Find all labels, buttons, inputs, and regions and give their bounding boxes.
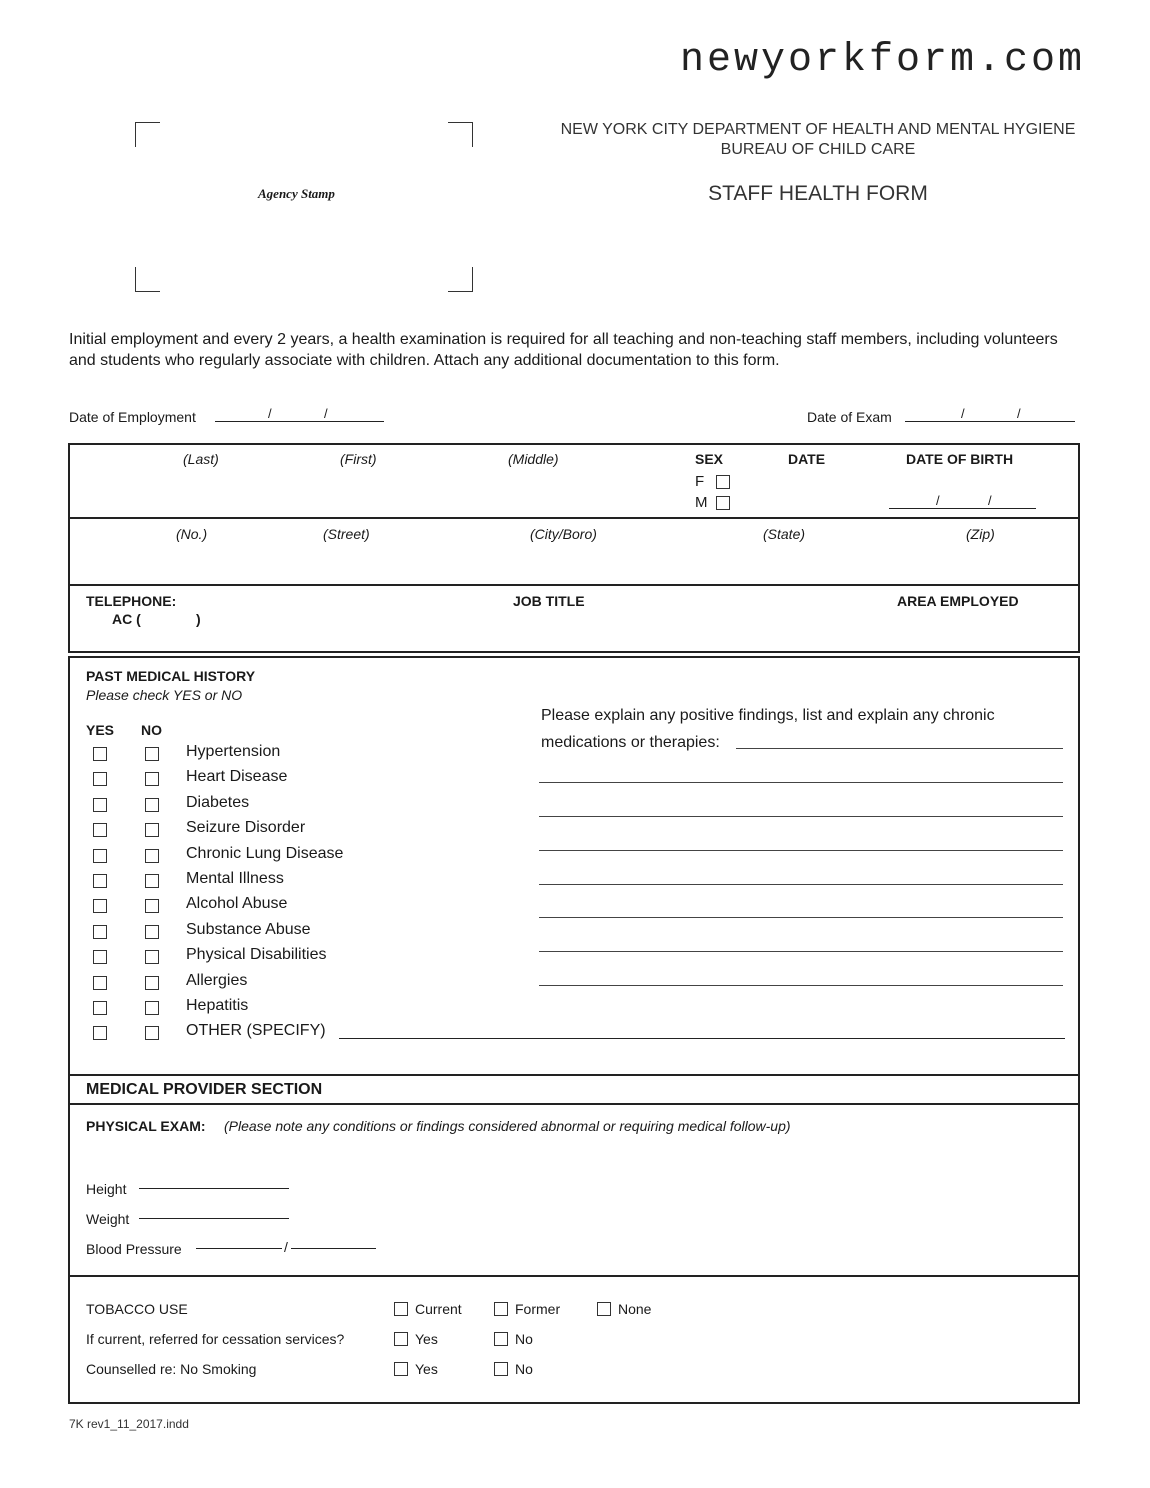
condition-label: Chronic Lung Disease — [186, 845, 344, 862]
date-of-birth-field[interactable] — [889, 508, 1036, 509]
weight-label: Weight — [86, 1211, 130, 1227]
date-slash: / — [324, 406, 328, 421]
condition-no-checkbox[interactable] — [145, 925, 159, 939]
condition-label: Seizure Disorder — [186, 819, 306, 836]
personal-info-box — [68, 443, 1080, 653]
agency-stamp-label: Agency Stamp — [258, 186, 335, 201]
job-title-label: JOB TITLE — [513, 593, 585, 609]
intro-text: Initial employment and every 2 years, a health examination is required for all teaching and non-teaching staff members, including volunteers and students who regularly associate with children. Attach any additional documentation to this form. — [69, 331, 1058, 369]
condition-no-checkbox[interactable] — [145, 823, 159, 837]
explain-line[interactable] — [539, 884, 1063, 885]
condition-no-checkbox[interactable] — [145, 950, 159, 964]
explain-line[interactable] — [539, 985, 1063, 986]
provider-section-title: MEDICAL PROVIDER SECTION — [86, 1081, 323, 1098]
explain-line[interactable] — [736, 748, 1063, 749]
tobacco-former-label: Former — [515, 1301, 561, 1317]
counselled-no-checkbox[interactable] — [494, 1362, 508, 1376]
counselled-label: Counselled re: No Smoking — [86, 1361, 257, 1377]
stamp-corner — [448, 267, 473, 292]
other-specify-field[interactable] — [339, 1038, 1065, 1039]
date-of-employment-field[interactable] — [215, 421, 384, 422]
divider — [68, 1275, 1080, 1277]
stamp-corner — [135, 267, 160, 292]
condition-yes-checkbox[interactable] — [93, 747, 107, 761]
condition-label: Diabetes — [186, 794, 250, 811]
address-city-field[interactable]: (City/Boro) — [530, 526, 597, 542]
condition-label: Heart Disease — [186, 768, 288, 785]
date-slash: / — [936, 493, 940, 508]
tobacco-none-checkbox[interactable] — [597, 1302, 611, 1316]
condition-no-checkbox[interactable] — [145, 747, 159, 761]
explain-line[interactable] — [539, 816, 1063, 817]
area-employed-label: AREA EMPLOYED — [897, 593, 1019, 609]
date-slash: / — [961, 406, 965, 421]
blood-pressure-label: Blood Pressure — [86, 1241, 182, 1257]
explain-line[interactable] — [539, 850, 1063, 851]
condition-yes-checkbox[interactable] — [93, 899, 107, 913]
watermark: newyorkform.com — [680, 38, 1086, 83]
telephone-label: TELEPHONE: — [86, 593, 177, 609]
referral-yes-checkbox[interactable] — [394, 1332, 408, 1346]
footer-file-id: 7K rev1_11_2017.indd — [69, 1417, 189, 1431]
divider — [68, 584, 1080, 586]
height-field[interactable] — [139, 1188, 289, 1189]
form-title: STAFF HEALTH FORM — [708, 182, 928, 205]
counselled-yes-label: Yes — [415, 1361, 438, 1377]
condition-yes-checkbox[interactable] — [93, 798, 107, 812]
condition-no-checkbox[interactable] — [145, 798, 159, 812]
sex-male-label: M — [695, 494, 708, 511]
history-subtitle: Please check YES or NO — [86, 687, 243, 703]
date-slash: / — [988, 493, 992, 508]
condition-label: Mental Illness — [186, 870, 284, 887]
address-state-field[interactable]: (State) — [763, 526, 806, 542]
referral-no-label: No — [515, 1331, 533, 1347]
condition-yes-checkbox[interactable] — [93, 1026, 107, 1040]
divider — [68, 517, 1080, 519]
stamp-corner — [135, 122, 160, 147]
condition-label: Allergies — [186, 972, 248, 989]
explain-line[interactable] — [539, 951, 1063, 952]
tobacco-former-checkbox[interactable] — [494, 1302, 508, 1316]
area-code-close: ) — [196, 611, 201, 627]
referral-yes-label: Yes — [415, 1331, 438, 1347]
date-of-birth-label: DATE OF BIRTH — [906, 451, 1014, 467]
condition-yes-checkbox[interactable] — [93, 772, 107, 786]
condition-yes-checkbox[interactable] — [93, 849, 107, 863]
date-of-exam-field[interactable] — [905, 421, 1075, 422]
physical-exam-label: PHYSICAL EXAM: — [86, 1118, 206, 1134]
first-name-field[interactable]: (First) — [340, 451, 377, 467]
date-of-exam-label: Date of Exam — [807, 409, 892, 425]
yes-column-label: YES — [86, 722, 115, 738]
condition-no-checkbox[interactable] — [145, 772, 159, 786]
bp-slash: / — [284, 1239, 288, 1255]
systolic-field[interactable] — [196, 1248, 282, 1249]
date-of-employment-label: Date of Employment — [69, 409, 196, 425]
condition-yes-checkbox[interactable] — [93, 823, 107, 837]
department-name: NEW YORK CITY DEPARTMENT OF HEALTH AND MENTAL HYGIENE — [560, 121, 1076, 138]
tobacco-current-label: Current — [415, 1301, 462, 1317]
condition-yes-checkbox[interactable] — [93, 1001, 107, 1015]
explain-line[interactable] — [539, 917, 1063, 918]
sex-male-checkbox[interactable] — [716, 496, 730, 510]
condition-no-checkbox[interactable] — [145, 1026, 159, 1040]
date-label: DATE — [788, 451, 826, 467]
tobacco-none-label: None — [618, 1301, 652, 1317]
counselled-no-label: No — [515, 1361, 533, 1377]
condition-label: OTHER (SPECIFY) — [186, 1022, 326, 1039]
condition-no-checkbox[interactable] — [145, 1001, 159, 1015]
referral-no-checkbox[interactable] — [494, 1332, 508, 1346]
address-number-field[interactable]: (No.) — [176, 526, 208, 542]
weight-field[interactable] — [139, 1218, 289, 1219]
sex-female-label: F — [695, 473, 705, 490]
explain-text-line2: medications or therapies: — [541, 734, 720, 751]
no-column-label: NO — [141, 722, 162, 738]
middle-name-field[interactable]: (Middle) — [508, 451, 559, 467]
address-street-field[interactable]: (Street) — [323, 526, 370, 542]
condition-no-checkbox[interactable] — [145, 874, 159, 888]
condition-label: Hypertension — [186, 743, 281, 760]
condition-no-checkbox[interactable] — [145, 899, 159, 913]
condition-label: Physical Disabilities — [186, 946, 327, 963]
counselled-yes-checkbox[interactable] — [394, 1362, 408, 1376]
stamp-corner — [448, 122, 473, 147]
condition-yes-checkbox[interactable] — [93, 874, 107, 888]
date-slash: / — [268, 406, 272, 421]
date-slash: / — [1017, 406, 1021, 421]
divider — [68, 1074, 1080, 1076]
area-code-field[interactable]: AC ( — [112, 611, 141, 627]
physical-exam-note: (Please note any conditions or findings considered abnormal or requiring medical follow-up) — [224, 1118, 791, 1134]
bureau-name: BUREAU OF CHILD CARE — [720, 141, 916, 158]
explain-text-line1: Please explain any positive findings, list and explain any chronic — [541, 707, 995, 724]
condition-yes-checkbox[interactable] — [93, 925, 107, 939]
tobacco-current-checkbox[interactable] — [394, 1302, 408, 1316]
condition-yes-checkbox[interactable] — [93, 950, 107, 964]
condition-label: Alcohol Abuse — [186, 895, 288, 912]
condition-no-checkbox[interactable] — [145, 849, 159, 863]
condition-label: Substance Abuse — [186, 921, 311, 938]
condition-label: Hepatitis — [186, 997, 249, 1014]
address-zip-field[interactable]: (Zip) — [966, 526, 995, 542]
last-name-field[interactable]: (Last) — [183, 451, 219, 467]
history-title: PAST MEDICAL HISTORY — [86, 668, 256, 684]
condition-no-checkbox[interactable] — [145, 976, 159, 990]
sex-female-checkbox[interactable] — [716, 475, 730, 489]
diastolic-field[interactable] — [291, 1248, 376, 1249]
cessation-referral-label: If current, referred for cessation services? — [86, 1331, 345, 1347]
explain-line[interactable] — [539, 782, 1063, 783]
tobacco-use-label: TOBACCO USE — [86, 1301, 188, 1317]
divider — [68, 1103, 1080, 1105]
height-label: Height — [86, 1181, 127, 1197]
sex-label: SEX — [695, 451, 724, 467]
condition-yes-checkbox[interactable] — [93, 976, 107, 990]
